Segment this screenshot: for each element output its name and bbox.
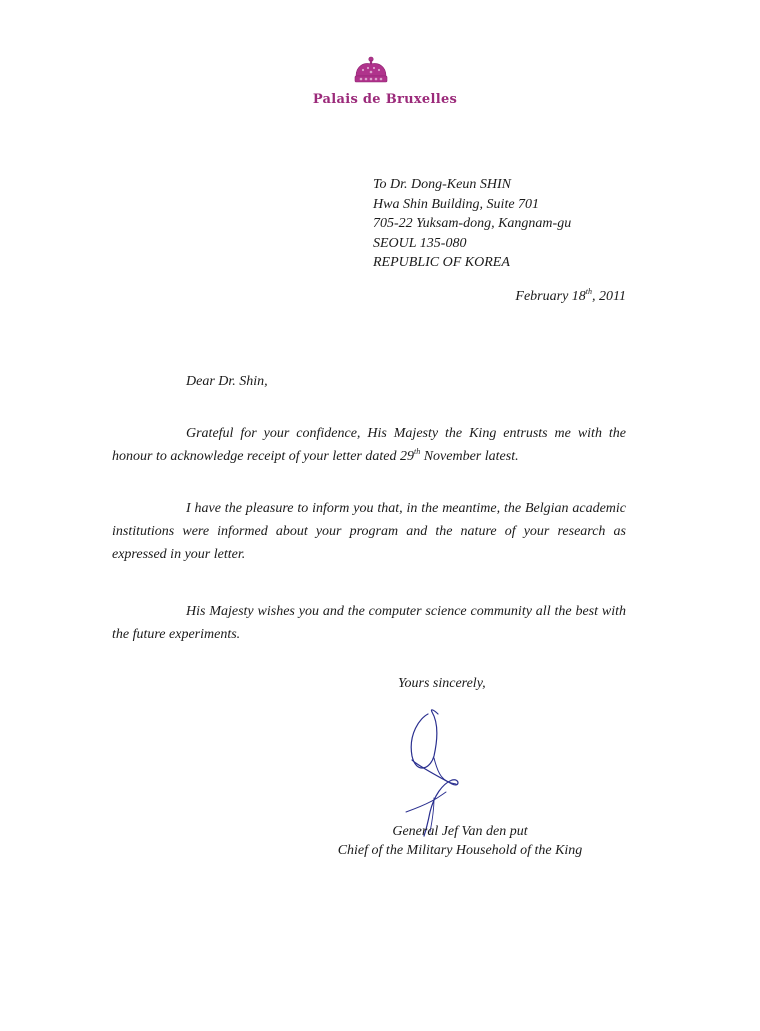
- signer-name: General Jef Van den put: [392, 824, 528, 839]
- address-line: To Dr. Dong-Keun SHIN: [373, 177, 511, 192]
- date-month: February 18: [515, 289, 586, 304]
- closing: Yours sincerely,: [398, 676, 486, 691]
- letter-date: [440, 289, 626, 305]
- paragraph-text: November latest.: [420, 449, 519, 464]
- letterhead-name: Palais de Bruxelles: [312, 92, 458, 107]
- address-line: SEOUL 135-080: [373, 235, 467, 251]
- body-paragraph-2: I have the pleasure to inform you that, in the meantime, the Belgian academic institutions were informed about your program and the nature of your research as expressed in your letter.: [112, 501, 626, 562]
- address-line: REPUBLIC OF KOREA: [373, 255, 510, 270]
- signer-title: Chief of the Military Household of the King: [337, 843, 583, 858]
- paragraph-text: Grateful for your confidence, His Majesty the King entrusts me with the honour to acknowledge receipt of your letter dated 29: [112, 426, 626, 464]
- salutation: Dear Dr. Shin,: [186, 374, 268, 389]
- address-line: Hwa Shin Building, Suite 701: [373, 196, 540, 212]
- address-line: 705-22 Yuksam-dong, Kangnam-gu: [373, 216, 572, 231]
- body-paragraph-1: [112, 422, 626, 468]
- body-paragraph-3: His Majesty wishes you and the computer science community all the best with the future experiments.: [112, 604, 626, 642]
- date-suffix: th: [585, 287, 593, 296]
- signer-block: [300, 822, 620, 860]
- ordinal-suffix: th: [413, 447, 421, 456]
- recipient-address: [373, 175, 571, 273]
- crown-icon: [352, 56, 390, 86]
- date-year: , 2011: [592, 289, 626, 304]
